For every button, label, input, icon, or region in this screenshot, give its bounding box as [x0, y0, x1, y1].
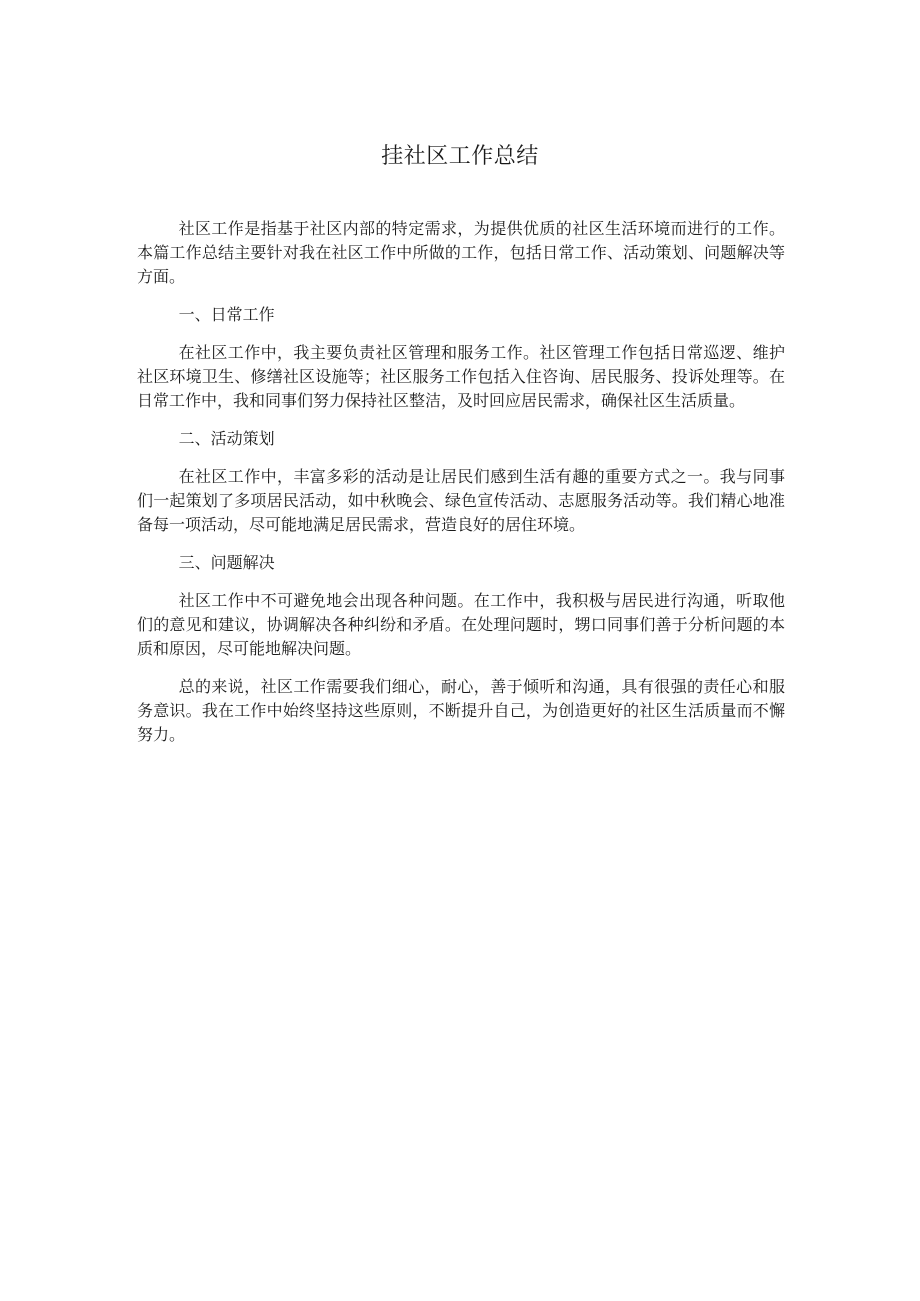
document-body — [137, 217, 785, 761]
section-heading-activity-planning: 二、活动策划 — [178, 429, 275, 448]
section-heading-daily-work: 一、日常工作 — [178, 305, 275, 324]
section-text-daily-work: 在社区工作中，我主要负责社区管理和服务工作。社区管理工作包括日常巡逻、维护社区环境卫生、修缮社区设施等；社区服务工作包括入住咨询、居民服务、投诉处理等。在日常工作中，我和同事们努力保持社区整洁，及时回应居民需求，确保社区生活质量。 — [137, 343, 785, 410]
conclusion-paragraph: 总的来说，社区工作需要我们细心，耐心，善于倾听和沟通，具有很强的责任心和服务意识。我在工作中始终坚持这些原则，不断提升自己，为创造更好的社区生活质量而不懈努力。 — [137, 677, 785, 744]
section-text-problem-solving: 社区工作中不可避免地会出现各种问题。在工作中，我积极与居民进行沟通，听取他们的意见和建议，协调解决各种纠纷和矛盾。在处理问题时，甥口同事们善于分析问题的本质和原因，尽可能地解决问题。 — [137, 591, 785, 658]
intro-paragraph: 社区工作是指基于社区内部的特定需求，为提供优质的社区生活环境而进行的工作。本篇工作总结主要针对我在社区工作中所做的工作，包括日常工作、活动策划、问题解决等方面。 — [137, 219, 785, 286]
section-heading-problem-solving: 三、问题解决 — [178, 553, 275, 572]
section-text-activity-planning: 在社区工作中，丰富多彩的活动是让居民们感到生活有趣的重要方式之一。我与同事们一起策划了多项居民活动，如中秋晚会、绿色宣传活动、志愿服务活动等。我们精心地准备每一项活动，尽可能地满足居民需求，营造良好的居住环境。 — [137, 467, 785, 534]
document-title: 挂社区工作总结 — [381, 144, 539, 169]
